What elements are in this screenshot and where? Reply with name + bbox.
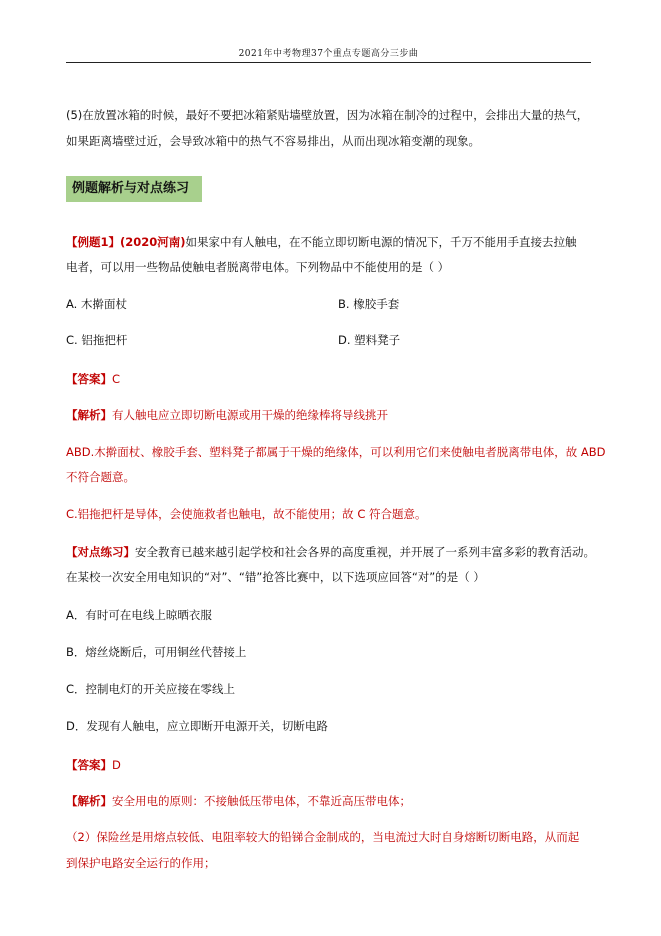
example-analysis-line-1 [66, 404, 596, 426]
practice-analysis-line-2b: 到保护电路安全运行的作用； [66, 856, 216, 870]
practice-option-b: B．熔丝烧断后，可用铜丝代替接上 [66, 645, 247, 659]
intro-line-2: 如果距离墙壁过近，会导致冰箱中的热气不容易排出，从而出现冰箱变潮的现象。 [66, 134, 480, 148]
example-option-c: C. 铝拖把杆 [66, 333, 128, 347]
practice-analysis-line-2a: （2）保险丝是用熔点较低、电阻率较大的铅锑合金制成的，当电流过大时自身熔断切断电路，从而起 [66, 830, 580, 844]
practice-answer [66, 754, 596, 776]
example-answer-label: 【答案】 [66, 372, 112, 386]
practice-analysis-line-1 [66, 790, 596, 812]
practice-option-c: C．控制电灯的开关应接在零线上 [66, 682, 236, 696]
example-analysis-line-3: C.铝拖把杆是导体，会使施救者也触电，故不能使用；故 C 符合题意。 [66, 507, 427, 521]
practice-question-line-1 [66, 541, 596, 563]
example-question-line-1 [66, 231, 596, 253]
example-answer [66, 368, 596, 390]
example-analysis-text-1: 有人触电应立即切断电源或用干燥的绝缘棒将导线挑开 [112, 408, 388, 422]
practice-question-line-2: 在某校一次安全用电知识的“对”、“错”抢答比赛中，以下选项应回答“对”的是（ ） [66, 570, 485, 584]
page-header: 2021年中考物理37个重点专题高分三步曲 [238, 49, 419, 59]
example-analysis-label: 【解析】 [66, 408, 112, 422]
example-option-b: B. 橡胶手套 [338, 297, 400, 311]
example-answer-value: C [112, 372, 121, 386]
example-tag: 【例题1】(2020河南) [66, 235, 186, 249]
header-rule [66, 62, 591, 63]
example-question-text-1: 如果家中有人触电，在不能立即切断电源的情况下，千万不能用手直接去拉触 [185, 235, 577, 249]
practice-analysis-label: 【解析】 [66, 794, 112, 808]
practice-answer-label: 【答案】 [66, 758, 112, 772]
example-analysis-line-2a: ABD.木擀面杖、橡胶手套、塑料凳子都属于干燥的绝缘体，可以利用它们来使触电者脱离带电体，故 ABD [66, 445, 606, 459]
intro-line-1: (5)在放置冰箱的时候，最好不要把冰箱紧贴墙壁放置，因为冰箱在制冷的过程中，会排出大量的热气， [66, 108, 589, 122]
section-heading: 例题解析与对点练习 [72, 181, 190, 196]
practice-tag: 【对点练习】 [66, 545, 135, 559]
practice-option-d: D．发现有人触电，应立即断开电源开关，切断电路 [66, 719, 328, 733]
example-analysis-line-2b: 不符合题意。 [66, 470, 135, 484]
practice-analysis-text-1: 安全用电的原则：不接触低压带电体，不靠近高压带电体； [112, 794, 411, 808]
practice-question-text-1: 安全教育已越来越引起学校和社会各界的高度重视，并开展了一系列丰富多彩的教育活动。 [135, 545, 595, 559]
practice-option-a: A．有时可在电线上晾晒衣服 [66, 608, 212, 622]
example-option-a: A. 木擀面杖 [66, 297, 127, 311]
practice-answer-value: D [112, 758, 121, 772]
example-question-line-2: 电者，可以用一些物品使触电者脱离带电体。下列物品中不能使用的是（ ） [66, 260, 450, 274]
example-option-d: D. 塑料凳子 [338, 333, 401, 347]
